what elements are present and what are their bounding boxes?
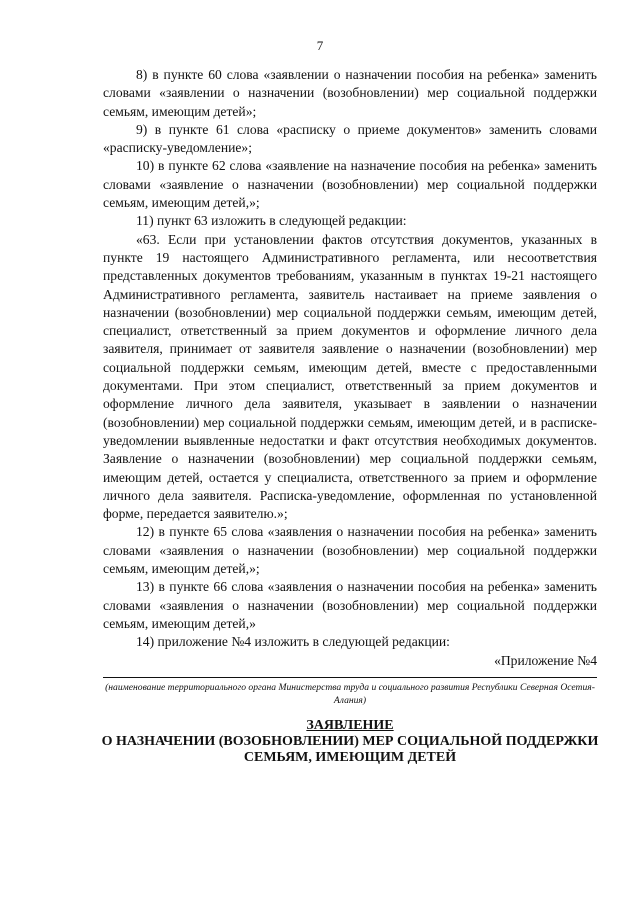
authority-name-caption: (наименование территориального органа Министерства труда и социального развития Республики Северная Осетия-Алания) (105, 682, 595, 706)
authority-name-line (103, 677, 597, 678)
document-body (103, 66, 597, 670)
paragraph-item-13: 13) в пункте 66 слова «заявления о назначении пособия на ребенка» заменить словами «заявления о назначении (возобновлении) мер социальной поддержки семьям, имеющим детей,» (103, 579, 597, 631)
paragraph-item-9: 9) в пункте 61 слова «расписку о приеме документов» заменить словами «расписку-уведомление»; (103, 121, 597, 156)
paragraph-item-12: 12) в пункте 65 слова «заявления о назначении пособия на ребенка» заменить словами «заявления о назначении (возобновлении) мер социальной поддержки семьям, имеющим детей,»; (103, 524, 597, 577)
appendix-label: «Приложение №4 (494, 652, 597, 668)
heading-title: ЗАЯВЛЕНИЕ (306, 718, 394, 733)
heading-subtitle-line-1: О НАЗНАЧЕНИИ (ВОЗОБНОВЛЕНИИ) МЕР СОЦИАЛЬНОЙ ПОДДЕРЖКИ (101, 734, 599, 749)
paragraph-item-14: 14) приложение №4 изложить в следующей редакции: (136, 634, 450, 650)
paragraph-item-11: 11) пункт 63 изложить в следующей редакции: (136, 213, 407, 229)
heading-subtitle-line-2: СЕМЬЯМ, ИМЕЮЩИМ ДЕТЕЙ (243, 750, 457, 765)
paragraph-item-8: 8) в пункте 60 слова «заявлении о назначении пособия на ребенка» заменить словами «заявлении о назначении (возобновлении) мер социальной поддержки семьям, имеющим детей»; (103, 67, 597, 119)
paragraph-point-63: «63. Если при установлении фактов отсутствия документов, указанных в пункте 19 настоящего Административного регламента, или несоответствия представленных документов требованиям, указанным в пунктах 19-21 настоящего Административного регламента, заявитель настаивает на приеме заявления о назначении (возобновлении) мер социальной поддержки семьям, имеющим детей, специалист, ответственный за прием документов и оформление личного дела заявителя, принимает от заявителя заявление о назначении (возобновлении) мер социальной поддержки семьям, имеющим детей, вместе с предоставленными документами. При этом специалист, ответственный за прием документов и оформление личного дела заявителя, указывает в заявлении о назначении (возобновлении) мер социальной поддержки семьям, имеющим детей, и в расписке-уведомлении выявленные недостатки и факт отсутствия необходимых документов. Заявление о назначении (возобновлении) мер социальной поддержки семьям, имеющим детей, остается у специалиста, ответственного за прием и оформление личного дела заявителя. Расписка-уведомление, оформленная по установленной форме, передается заявителю.»; (103, 231, 597, 522)
page-number: 7 (316, 38, 324, 53)
paragraph-item-10: 10) в пункте 62 слова «заявление на назначение пособия на ребенка» заменить словами «заявление о назначении (возобновлении) мер социальной поддержки семьям, имеющим детей,»; (103, 158, 597, 211)
application-heading (60, 718, 640, 766)
